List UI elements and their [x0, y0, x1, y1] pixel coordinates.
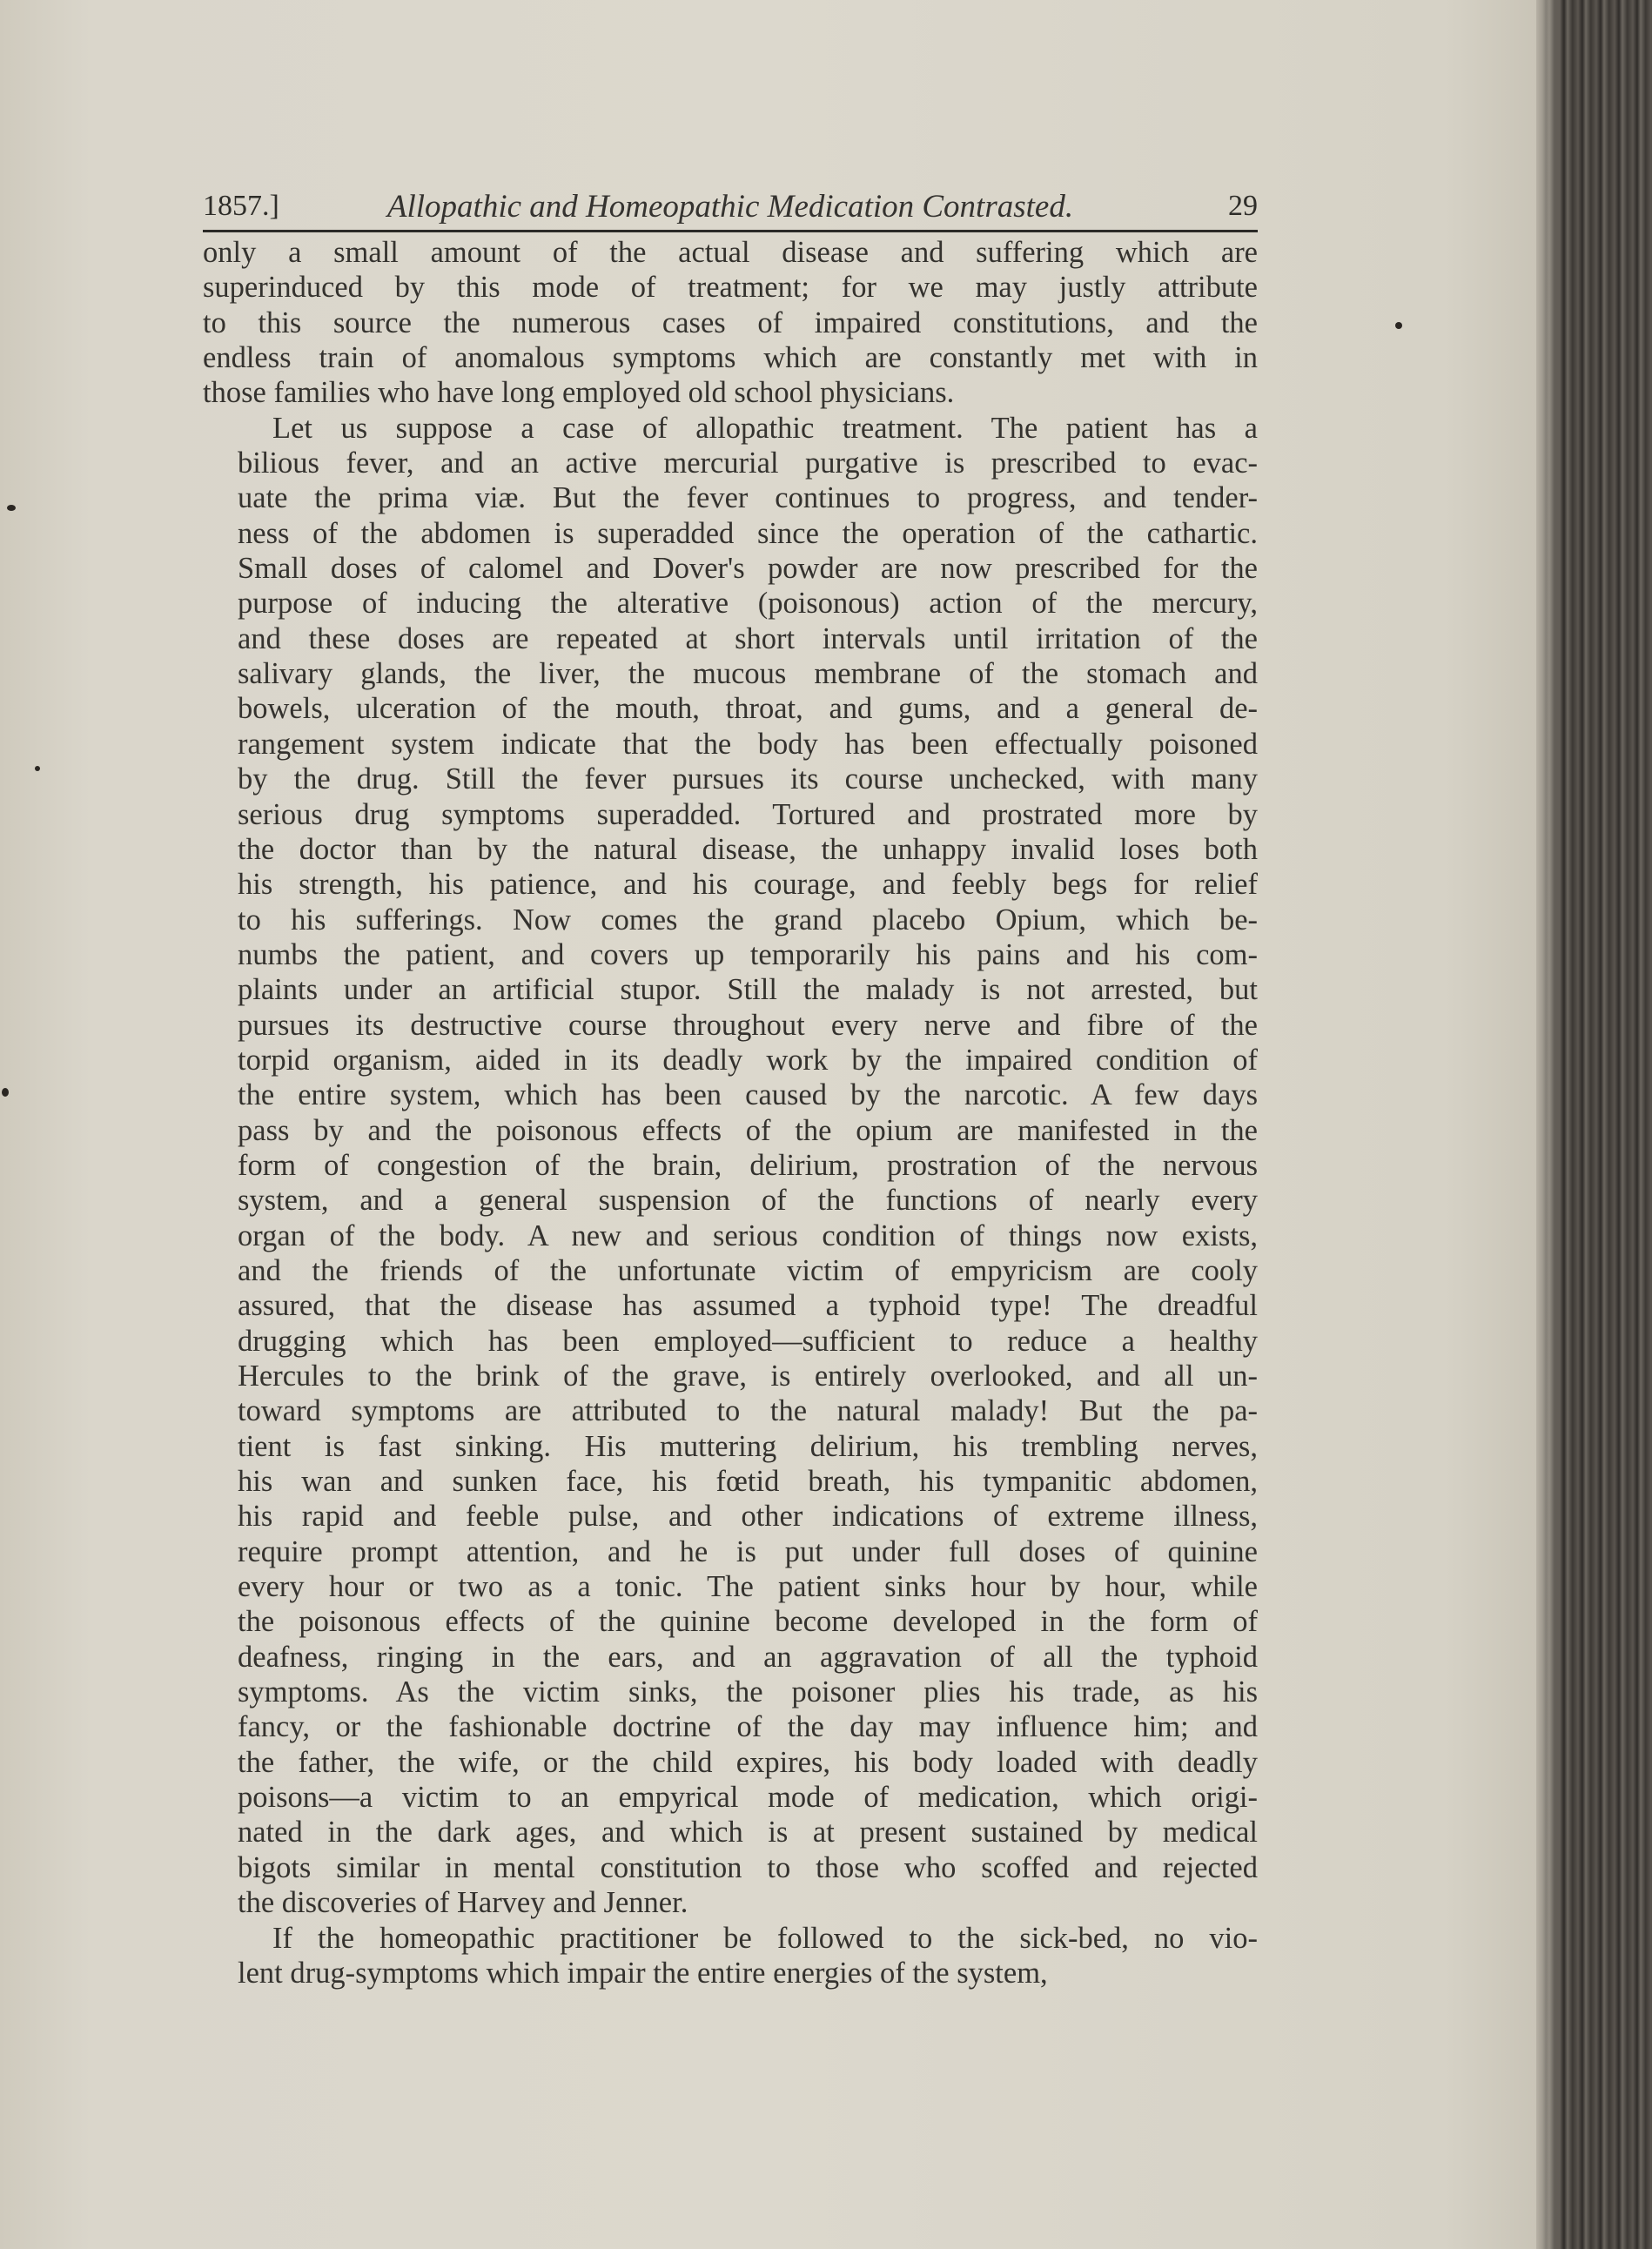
text-line: bilious fever, and an active mercurial purgative is prescribed to evac-	[238, 446, 1258, 480]
text-line: salivary glands, the liver, the mucous membrane of the stomach and	[238, 657, 1258, 691]
text-line: form of congestion of the brain, delirium, prostration of the nervous	[238, 1148, 1258, 1182]
running-header	[203, 185, 1258, 232]
text-line: pass by and the poisonous effects of the opium are manifested in the	[238, 1113, 1258, 1147]
text-line: uate the prima viæ. But the fever continues to progress, and tender-	[238, 481, 1258, 515]
paragraph-2	[203, 411, 1258, 1921]
text-line: the discoveries of Harvey and Jenner.	[238, 1886, 688, 1920]
text-line: drugging which has been employed—sufficient to reduce a healthy	[238, 1324, 1258, 1358]
text-line: torpid organism, aided in its deadly work by the impaired condition of	[238, 1043, 1258, 1077]
text-line: fancy, or the fashionable doctrine of the day may influence him; and	[238, 1710, 1258, 1744]
text-line: to his sufferings. Now comes the grand placebo Opium, which be-	[238, 903, 1258, 937]
text-line: lent drug-symptoms which impair the entire energies of the system,	[238, 1956, 1048, 1990]
book-binding-edge	[1536, 0, 1652, 2249]
text-line: plaints under an artificial stupor. Still the malady is not arrested, but	[238, 973, 1258, 1007]
paragraph-3	[203, 1921, 1258, 1991]
text-line: his wan and sunken face, his fœtid breath, his tympanitic abdomen,	[238, 1465, 1258, 1499]
text-line: the entire system, which has been caused by the narcotic. A few days	[238, 1078, 1258, 1112]
text-line: superinduced by this mode of treatment; for we may justly attribute	[203, 271, 1258, 305]
text-line: organ of the body. A new and serious condition of things now exists,	[238, 1218, 1258, 1252]
text-line: purpose of inducing the alterative (poisonous) action of the mercury,	[238, 587, 1258, 621]
text-line: rangement system indicate that the body has been effectually poisoned	[238, 727, 1258, 761]
text-line: bowels, ulceration of the mouth, throat, and gums, and a general de-	[238, 692, 1258, 726]
text-line: tient is fast sinking. His muttering delirium, his trembling nerves,	[238, 1429, 1258, 1463]
text-line: pursues its destructive course throughout every nerve and fibre of the	[238, 1008, 1258, 1042]
text-line: ness of the abdomen is superadded since the operation of the cathartic.	[238, 516, 1258, 550]
text-line: system, and a general suspension of the functions of nearly every	[238, 1184, 1258, 1218]
text-line: endless train of anomalous symptoms which are constantly met with in	[203, 341, 1258, 375]
text-line: only a small amount of the actual disease and suffering which are	[203, 236, 1258, 269]
text-line: If the homeopathic practitioner be followed to the sick-bed, no vio-	[272, 1921, 1258, 1955]
text-line: serious drug symptoms superadded. Tortured and prostrated more by	[238, 797, 1258, 831]
text-line: every hour or two as a tonic. The patient sinks hour by hour, while	[238, 1570, 1258, 1604]
text-line: to this source the numerous cases of impaired constitutions, and the	[203, 305, 1258, 339]
text-line: the poisonous effects of the quinine become developed in the form of	[238, 1605, 1258, 1639]
page-number: 29	[1228, 190, 1258, 222]
text-line: numbs the patient, and covers up temporarily his pains and his com-	[238, 937, 1258, 971]
margin-ink-spot	[35, 766, 40, 771]
text-line: and the friends of the unfortunate victim of empyricism are cooly	[238, 1253, 1258, 1287]
text-line: and these doses are repeated at short intervals until irritation of the	[238, 621, 1258, 655]
running-year: 1857.]	[203, 190, 279, 222]
margin-ink-spot	[1395, 322, 1402, 329]
text-line: bigots similar in mental constitution to those who scoffed and rejected	[238, 1850, 1258, 1884]
text-line: those families who have long employed old school physicians.	[203, 376, 955, 410]
text-line: his strength, his patience, and his courage, and feebly begs for relief	[238, 868, 1258, 902]
running-title: Allopathic and Homeopathic Medication Contrasted.	[386, 189, 1074, 225]
text-line: deafness, ringing in the ears, and an aggravation of all the typhoid	[238, 1640, 1258, 1674]
text-line: Small doses of calomel and Dover's powder are now prescribed for the	[238, 552, 1258, 586]
page-body	[203, 235, 1258, 1991]
text-line: his rapid and feeble pulse, and other indications of extreme illness,	[238, 1500, 1258, 1534]
text-line: Let us suppose a case of allopathic treatment. The patient has a	[272, 411, 1258, 445]
text-line: poisons—a victim to an empyrical mode of medication, which origi-	[238, 1781, 1258, 1815]
text-line: assured, that the disease has assumed a typhoid type! The dreadful	[238, 1289, 1258, 1323]
text-line: require prompt attention, and he is put under full doses of quinine	[238, 1534, 1258, 1568]
margin-ink-spot	[7, 505, 16, 511]
text-line: symptoms. As the victim sinks, the poisoner plies his trade, as his	[238, 1675, 1258, 1709]
text-line: Hercules to the brink of the grave, is entirely overlooked, and all un-	[238, 1359, 1258, 1393]
text-line: the father, the wife, or the child expires, his body loaded with deadly	[238, 1745, 1258, 1779]
text-line: by the drug. Still the fever pursues its course unchecked, with many	[238, 762, 1258, 796]
text-line: toward symptoms are attributed to the natural malady! But the pa-	[238, 1394, 1258, 1428]
paragraph-1	[203, 235, 1258, 411]
margin-ink-spot	[2, 1088, 9, 1097]
text-line: the doctor than by the natural disease, the unhappy invalid loses both	[238, 832, 1258, 866]
text-line: nated in the dark ages, and which is at present sustained by medical	[238, 1816, 1258, 1850]
